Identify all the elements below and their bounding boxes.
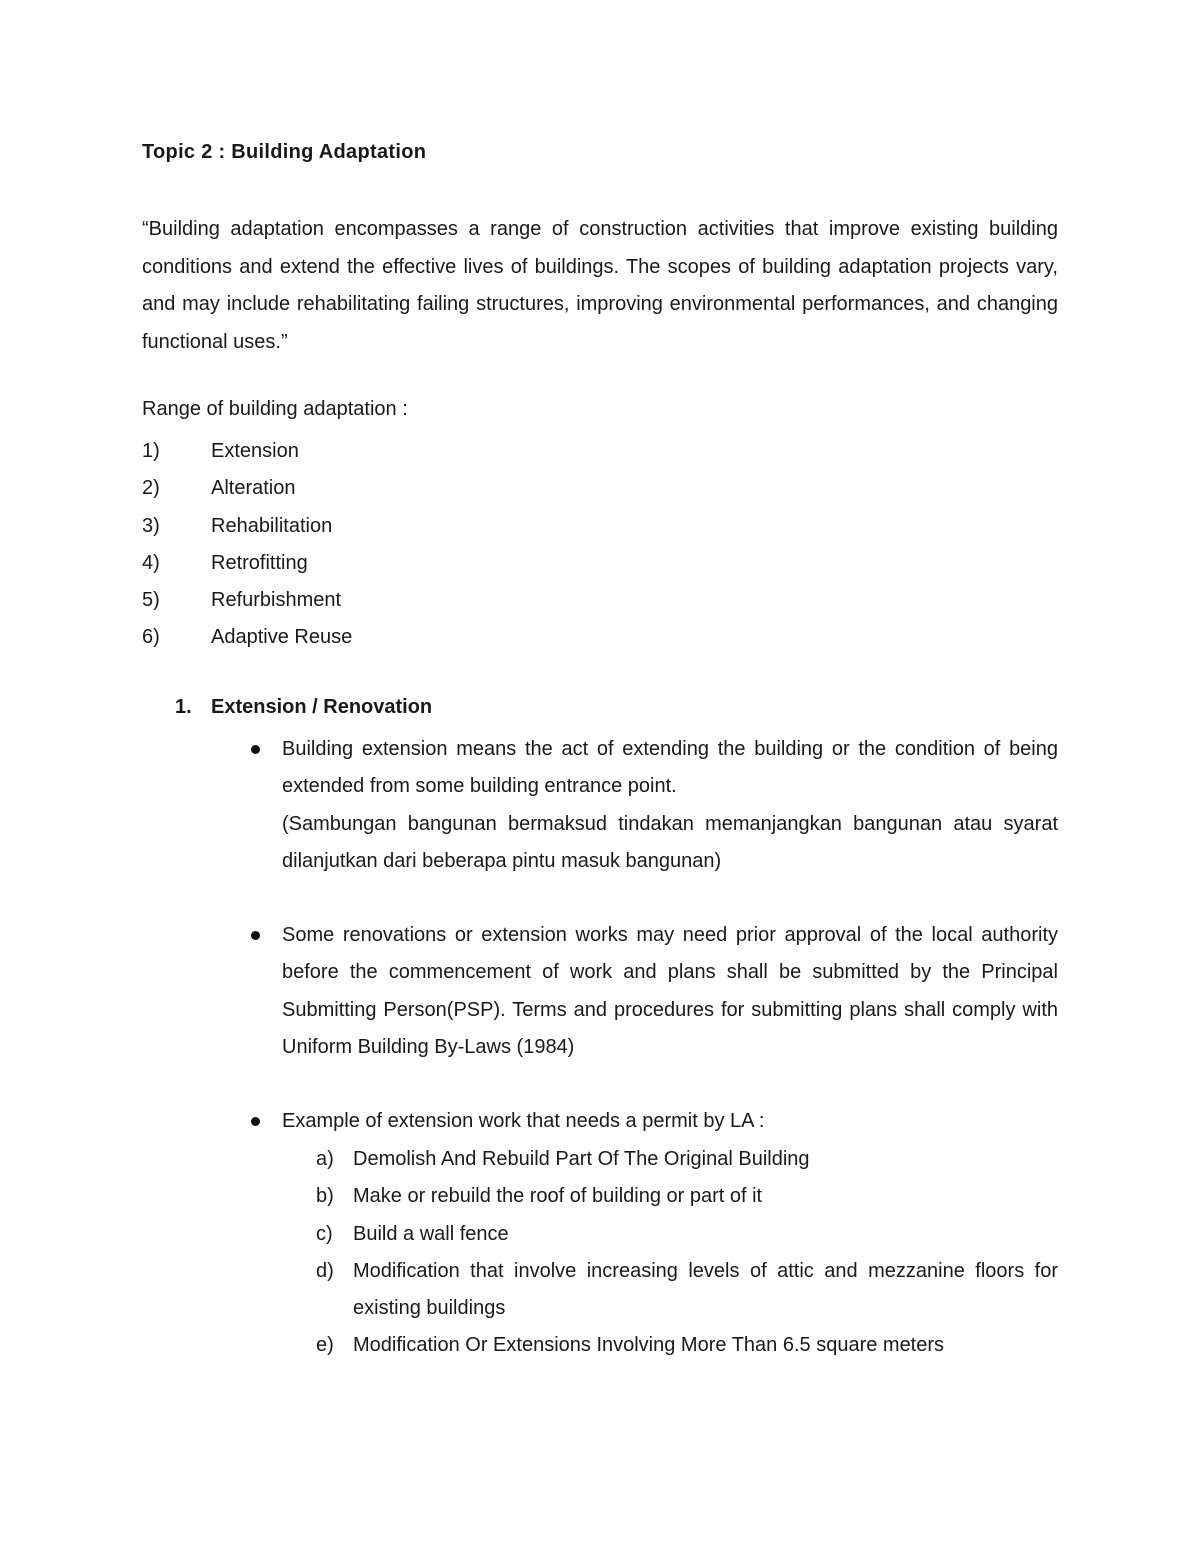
example-item xyxy=(316,1327,1058,1364)
example-text: Make or rebuild the roof of building or part of it xyxy=(353,1185,763,1208)
section-heading xyxy=(175,696,432,719)
range-item xyxy=(142,619,352,656)
bullet-text xyxy=(282,917,1058,1066)
example-item xyxy=(316,1216,1058,1253)
bullet-item xyxy=(246,1103,1058,1140)
example-letter: b) xyxy=(316,1185,334,1208)
bullet-text xyxy=(282,1103,1058,1140)
range-item-number: 3) xyxy=(142,514,160,537)
range-item-number: 1) xyxy=(142,440,160,462)
bullet-icon xyxy=(251,1117,260,1126)
range-item-label: Rehabilitation xyxy=(211,514,333,537)
example-text: Modification Or Extensions Involving More Than 6.5 square meters xyxy=(353,1334,945,1357)
bullet-paragraph: Example of extension work that needs a permit by LA : xyxy=(282,1110,765,1132)
range-item xyxy=(142,582,352,619)
range-item-number: 4) xyxy=(142,551,160,574)
example-letter: c) xyxy=(316,1222,333,1245)
example-item xyxy=(316,1253,1058,1328)
bullet-text xyxy=(282,731,1058,880)
example-text: Build a wall fence xyxy=(353,1222,509,1245)
example-text: Demolish And Rebuild Part Of The Original Building xyxy=(353,1148,810,1170)
range-item xyxy=(142,433,352,470)
example-list xyxy=(316,1141,1058,1365)
range-item-label: Extension xyxy=(211,440,299,462)
range-item-label: Refurbishment xyxy=(211,589,342,612)
example-letter: d) xyxy=(316,1259,334,1282)
example-item xyxy=(316,1141,1058,1178)
bullet-translation: (Sambungan bangunan bermaksud tindakan memanjangkan bangunan atau syarat dilanjutkan dari beberapa pintu masuk bangunan) xyxy=(282,812,1058,872)
definition-quote: “Building adaptation encompasses a range of construction activities that improve existing building conditions and extend the effective lives of buildings. The scopes of building adaptation projects vary, and may include rehabilitating failing structures, improving environmental performances, and changing functional uses.” xyxy=(142,218,1058,353)
range-heading: Range of building adaptation : xyxy=(142,398,408,420)
range-item-number: 2) xyxy=(142,477,160,500)
range-item-label: Alteration xyxy=(211,477,296,500)
bullet-paragraph: Building extension means the act of extending the building or the condition of being extended from some building entrance point. xyxy=(282,738,1058,798)
range-item xyxy=(142,508,352,545)
example-letter: e) xyxy=(316,1334,334,1357)
bullet-item xyxy=(246,917,1058,1066)
example-item xyxy=(316,1178,1058,1215)
page-title: Topic 2 : Building Adaptation xyxy=(142,141,427,163)
bullet-item xyxy=(246,731,1058,880)
section-number: 1. xyxy=(175,696,192,718)
bullet-icon xyxy=(251,745,260,754)
example-text: Modification that involve increasing levels of attic and mezzanine floors for existing buildings xyxy=(353,1259,1058,1320)
range-item-label: Retrofitting xyxy=(211,551,308,574)
bullet-paragraph: Some renovations or extension works may need prior approval of the local authority before the commencement of work and plans shall be submitted by the Principal Submitting Person(PSP). Terms and procedures for submitting plans shall comply with Uniform Building By-Laws (1984) xyxy=(282,924,1058,1058)
section-title: Extension / Renovation xyxy=(211,696,433,718)
range-item xyxy=(142,470,352,507)
range-item-number: 5) xyxy=(142,589,160,612)
example-letter: a) xyxy=(316,1148,334,1170)
range-item xyxy=(142,545,352,582)
range-item-number: 6) xyxy=(142,626,160,649)
range-list xyxy=(142,433,352,657)
range-item-label: Adaptive Reuse xyxy=(211,626,353,649)
bullet-icon xyxy=(251,931,260,940)
